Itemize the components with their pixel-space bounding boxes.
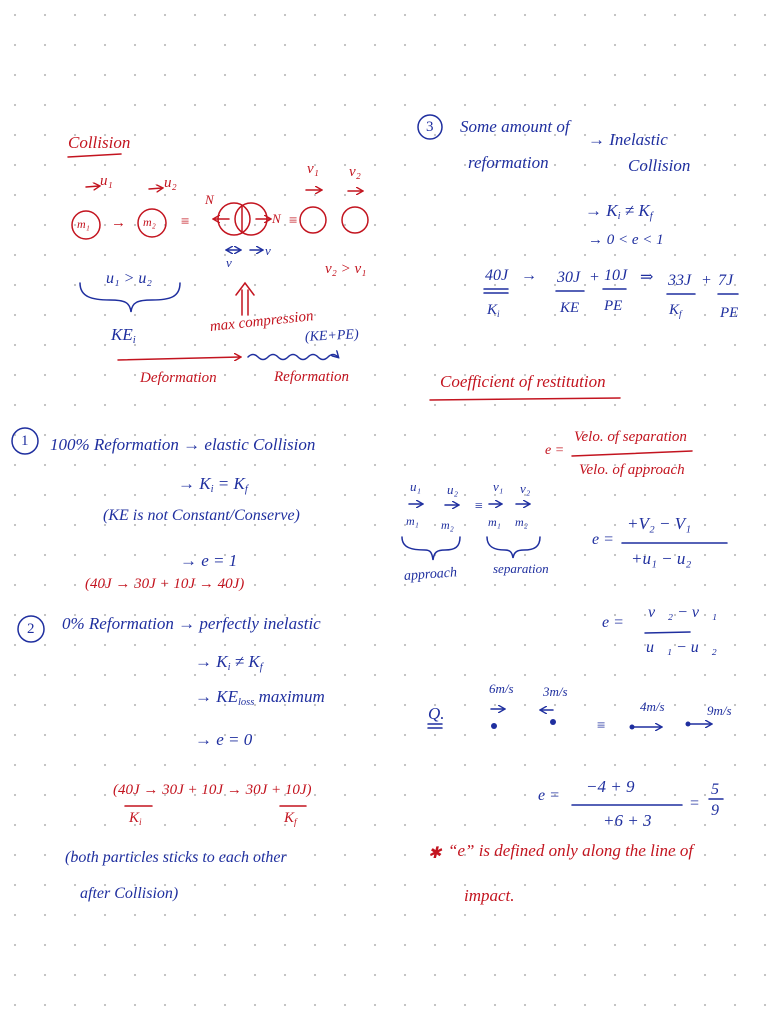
approach-m2-label: m₂ [441, 518, 454, 532]
section-1-number: 1 [21, 433, 29, 449]
answer-numerator: −4 + 9 [586, 777, 635, 796]
separation-m2-label: m₂ [515, 515, 528, 529]
u-relation: u₁ > u₂ [106, 270, 152, 287]
v2-ball [342, 207, 368, 233]
ex-pe-label-1: PE [604, 298, 623, 314]
v2-label: v₂ [349, 164, 361, 180]
ex-arrow: → [521, 267, 537, 284]
ex-7j: 7J [718, 272, 734, 289]
inelastic-result-2: Collision [628, 156, 691, 175]
definition-numerator: Velo. of separation [574, 429, 687, 445]
perfectly-inelastic-example: (40J → 30J + 10J → 30J + 10J) [113, 782, 312, 798]
ex-ki-label: $K_i$ [487, 302, 500, 320]
answer-equals: = [689, 795, 700, 812]
sticking-note-line-1: (both particles sticks to each other [65, 849, 287, 866]
question-equiv-sign: ≡ [596, 718, 607, 734]
ex-plus-2: + [701, 272, 712, 289]
ke-pe-label: (KE+PE) [304, 327, 360, 345]
separation-m1-label: m₁ [488, 515, 501, 529]
inelastic-e-range: → 0 < e < 1 [588, 232, 664, 248]
answer-denominator: +6 + 3 [603, 811, 652, 830]
star-icon: ✱ [428, 845, 442, 862]
deformation-label: Deformation [140, 370, 217, 386]
u1-label: u₁ [100, 173, 113, 189]
formula-2-fraction-line [645, 632, 690, 633]
particle-3-speed: 4m/s [640, 699, 665, 714]
particle-2-dot [550, 719, 556, 725]
approach-u1-label: u₁ [410, 479, 422, 494]
ex-pe-label-2: PE [720, 305, 739, 321]
result-numerator: 5 [711, 781, 719, 798]
question-label: Q. [428, 704, 445, 723]
ex-33j: 33J [668, 272, 692, 289]
v-relation: v₂ > v₁ [325, 261, 367, 277]
separation-brace [487, 537, 540, 558]
u2-arrow [149, 188, 162, 189]
deformation-arrow [118, 357, 240, 360]
reformation-label: Reformation [274, 369, 349, 385]
diagram-equiv-sign: ≡ [474, 499, 484, 514]
elastic-example: (40J → 30J + 10J → 40J) [85, 576, 245, 592]
restitution-heading: Coefficient of restitution [440, 372, 606, 391]
sticking-note-line-2: after Collision) [80, 885, 179, 902]
inelastic-energy: → $K_i \ne K_f$ [585, 201, 653, 223]
restitution-underline [430, 398, 620, 400]
formula-2-numerator: v⃗₂ − v⃗₁ [648, 604, 718, 621]
definition-denominator: Velo. of approach [579, 462, 685, 478]
example-kf-label: $K_f$ [284, 810, 297, 828]
formula-1-denominator: +u₁ − u₂ [631, 549, 692, 568]
approach-brace [402, 537, 460, 560]
separation-v1-label: v₁ [493, 479, 504, 494]
particle-4-speed: 9m/s [707, 703, 732, 718]
elastic-e-value: → e = 1 [180, 551, 238, 570]
u1-arrow [86, 186, 99, 187]
particle-2-speed: 3m/s [543, 684, 568, 699]
impact-note-line-1: “e” is defined only along the line of [448, 841, 694, 860]
v1-label: v₁ [307, 161, 319, 177]
approach-m1-label: m₁ [406, 514, 419, 528]
approach-u2-label: u₂ [447, 482, 459, 497]
u2-label: u₂ [164, 175, 177, 191]
approach-label: approach [403, 565, 458, 584]
ex-30j: 30J [557, 269, 581, 286]
elastic-note: (KE is not Constant/Conserve) [103, 507, 300, 524]
definition-fraction-line [572, 451, 692, 456]
approach-arrow: → [111, 215, 126, 231]
v1-ball [300, 207, 326, 233]
inelastic-result: → Inelastic [588, 130, 668, 149]
ex-10j: 10J [604, 267, 628, 284]
ex-kf-label: $K_f$ [669, 302, 682, 320]
perfectly-inelastic-title: 0% Reformation → perfectly inelastic [62, 614, 321, 633]
elastic-title: 100% Reformation → elastic Collision [50, 435, 316, 454]
normal-force-left-label: N [205, 192, 214, 207]
result-denominator: 9 [711, 802, 719, 819]
equiv-sign-1: ≡ [180, 214, 191, 230]
inelastic-line-2: reformation [468, 153, 549, 172]
formula-1-lhs: e = [592, 531, 614, 548]
example-ki-label: $K_i$ [129, 810, 142, 828]
formula-1-numerator: +V₂ − V₁ [627, 514, 692, 533]
max-compression-label: max compression [209, 308, 315, 335]
section-3-number: 3 [426, 119, 434, 135]
ex-implies: ⇒ [640, 269, 654, 286]
formula-2-denominator: u⃗₁ − u⃗₂ [646, 639, 717, 656]
formula-2-lhs: e = [602, 614, 624, 631]
m2-label: m₂ [143, 215, 156, 229]
impact-note-line-2: impact. [464, 886, 515, 905]
common-velocity-left-label: v [226, 255, 232, 270]
answer-lhs: e = [538, 787, 560, 804]
perfectly-inelastic-e-value: → e = 0 [195, 730, 253, 749]
common-velocity-right-label: v [265, 243, 271, 258]
ke-loss-maximum: → $KE_{loss}$ maximum [195, 687, 325, 709]
particle-1-speed: 6m/s [489, 681, 514, 696]
section-2-number: 2 [27, 621, 35, 637]
m1-label: m₁ [77, 217, 90, 231]
separation-v2-label: v₂ [520, 481, 531, 496]
inelastic-line-1: Some amount of [460, 117, 570, 136]
definition-lhs: e = [545, 443, 565, 458]
particle-1-dot [491, 723, 497, 729]
elastic-energy: → $K_i = K_f$ [178, 474, 248, 496]
ex-plus-1: + [589, 269, 600, 286]
ex-40j: 40J [485, 267, 509, 284]
ke-brace [80, 283, 180, 312]
collision-heading: Collision [68, 133, 131, 152]
ex-ke-label: KE [560, 300, 580, 316]
perfectly-inelastic-energy: → $K_i \ne K_f$ [195, 652, 263, 674]
collision-underline [68, 154, 121, 157]
equiv-sign-2: ≡ [288, 213, 299, 229]
reformation-wavy-arrow [248, 355, 338, 360]
ke-initial-label: $KE_i$ [111, 325, 136, 347]
max-compression-arrowhead [236, 283, 254, 295]
normal-force-right-label: N [272, 211, 281, 226]
separation-label: separation [493, 561, 549, 576]
